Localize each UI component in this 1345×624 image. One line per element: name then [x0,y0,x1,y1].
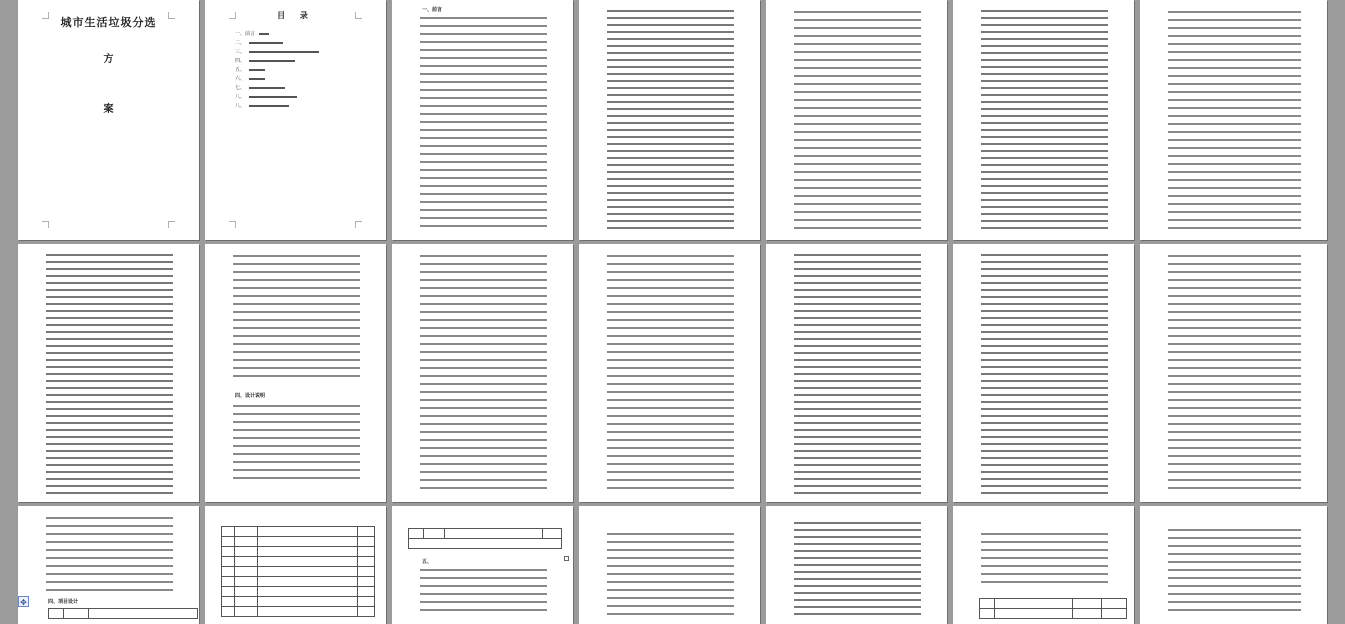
cover-title: 城市生活垃圾分选 [60,16,157,29]
page-20 [953,506,1134,624]
page-text [1168,252,1301,494]
margin-mark [355,221,362,228]
toc-item: 八、 [235,102,355,110]
page-3 [392,0,573,240]
page-row-1 [0,0,1345,240]
data-table [48,608,198,619]
page-19 [766,506,947,624]
page-text [420,566,547,616]
page-text [981,252,1108,494]
page-text [46,514,173,594]
page-4 [579,0,760,240]
page-9 [205,244,386,502]
cover-subtitle-1: 方 [103,54,114,65]
margin-mark [168,221,175,228]
toc-item: 二、 [235,39,355,47]
page-text [420,252,547,494]
data-table [979,598,1127,619]
section-heading: 一、前言 [422,7,443,13]
page-5 [766,0,947,240]
page-text [1168,526,1301,616]
page-text [1168,8,1301,232]
page-8 [18,244,199,502]
move-icon[interactable]: ✥ [18,596,29,607]
page-text [233,402,360,482]
page-text [794,520,921,616]
page-13 [953,244,1134,502]
toc-list [235,30,355,111]
section-heading: 四、项目设计 [48,599,79,605]
toc-item: 七、 [235,84,355,92]
toc-item: 六、 [235,75,355,83]
page-21 [1140,506,1327,624]
page-10 [392,244,573,502]
toc-item: 四、 [235,57,355,65]
page-text [794,8,921,232]
page-text [981,8,1108,232]
margin-mark [42,221,49,228]
page-text [607,530,734,616]
cover-subtitle-2: 案 [103,104,114,115]
table-resize-handle[interactable] [564,556,569,561]
margin-mark [229,221,236,228]
page-6 [953,0,1134,240]
toc-item: 一、前言 [235,30,355,38]
page-text [607,8,734,232]
page-toc [205,0,386,240]
page-text [233,252,360,382]
page-row-3 [0,506,1345,624]
page-text [607,252,734,494]
page-row-2 [0,244,1345,502]
page-16 [205,506,386,624]
section-heading: 四、设计说明 [235,393,266,399]
data-table [221,526,375,617]
page-15 [18,506,199,624]
page-7 [1140,0,1327,240]
page-text [46,252,173,494]
page-17 [392,506,573,624]
page-text [794,252,921,494]
page-18 [579,506,760,624]
toc-title: 目 录 [277,11,314,20]
page-12 [766,244,947,502]
page-11 [579,244,760,502]
toc-item: 三、 [235,48,355,56]
page-14 [1140,244,1327,502]
section-heading: 五、 [422,559,433,565]
toc-item: 八、 [235,93,355,101]
page-text [420,14,547,232]
page-cover [18,0,199,240]
data-table [408,528,562,549]
page-text [981,530,1108,586]
toc-item: 五、 [235,66,355,74]
